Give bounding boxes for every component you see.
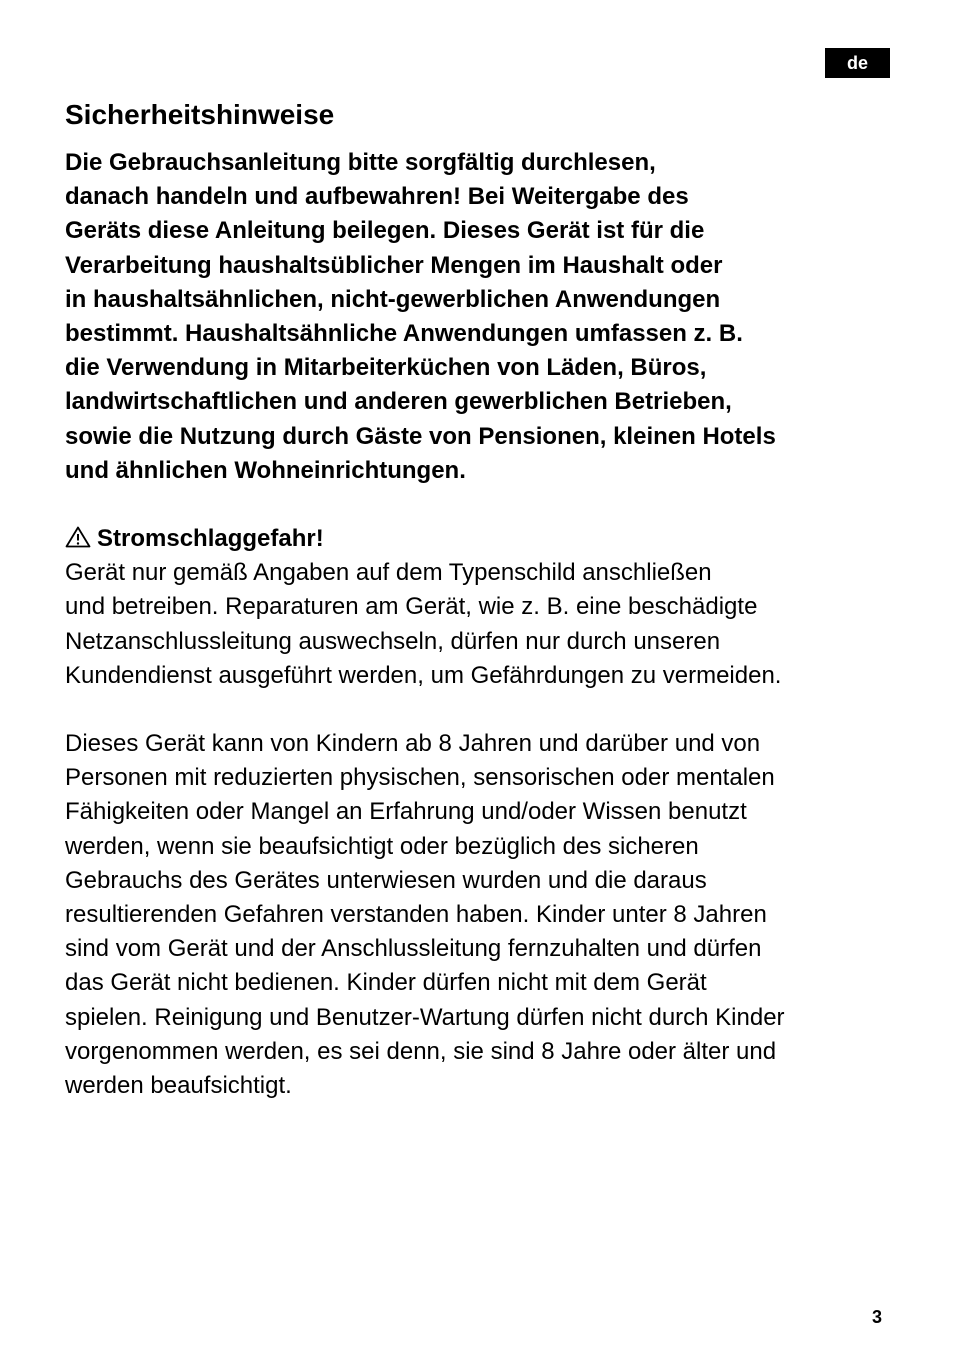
- page-title: Sicherheitshinweise: [65, 99, 335, 130]
- warning-heading-text: Stromschlaggefahr!: [97, 525, 324, 553]
- page-number: 3: [872, 1307, 883, 1327]
- electric-shock-warning: [65, 522, 895, 693]
- language-badge: de: [825, 48, 890, 78]
- warning-text: Gerät nur gemäß Angaben auf dem Typenschild anschließen und betreiben. Reparaturen am Gerät, wie z. B. eine beschädigte Netzanschlussleitung auswechseln, dürfen nur durch unseren Kundendienst ausgeführt werden, um Gefährdungen zu vermeiden.: [65, 559, 782, 689]
- warning-triangle-icon: [65, 524, 91, 546]
- children-safety-section: [65, 727, 895, 1103]
- page-content: [65, 96, 895, 1103]
- intro-paragraph: Die Gebrauchsanleitung bitte sorgfältig durchlesen, danach handeln und aufbewahren! Bei Weitergabe des Geräts diese Anleitung beilegen. Dieses Gerät ist für die Verarbeitung haushaltsüblicher Mengen im Haushalt oder in haushaltsähnlichen, nicht-gewerblichen Anwendungen bestimmt. Haushaltsähnliche Anwendungen umfassen z. B. die Verwendung in Mitarbeiterküchen von Läden, Büros, landwirtschaftlichen und anderen gewerblichen Betrieben, sowie die Nutzung durch Gäste von Pensionen, kleinen Hotels und ähnlichen Wohneinrichtungen.: [65, 149, 776, 484]
- warning-heading: [65, 522, 895, 556]
- children-paragraph: Dieses Gerät kann von Kindern ab 8 Jahren und darüber und von Personen mit reduzierten physischen, sensorischen oder mentalen Fähigkeiten oder Mangel an Erfahrung und/oder Wissen benutzt werden, wenn sie beaufsichtigt oder bezüglich des sicheren Gebrauchs des Gerätes unterwiesen wurden und die daraus resultierenden Gefahren verstanden haben. Kinder unter 8 Jahren sind vom Gerät und der Anschlussleitung fernzuhalten und dürfen das Gerät nicht bedienen. Kinder dürfen nicht mit dem Gerät spielen. Reinigung und Benutzer-Wartung dürfen nicht durch Kinder vorgenommen werden, es sei denn, sie sind 8 Jahre oder älter und werden beaufsichtigt.: [65, 730, 785, 1100]
